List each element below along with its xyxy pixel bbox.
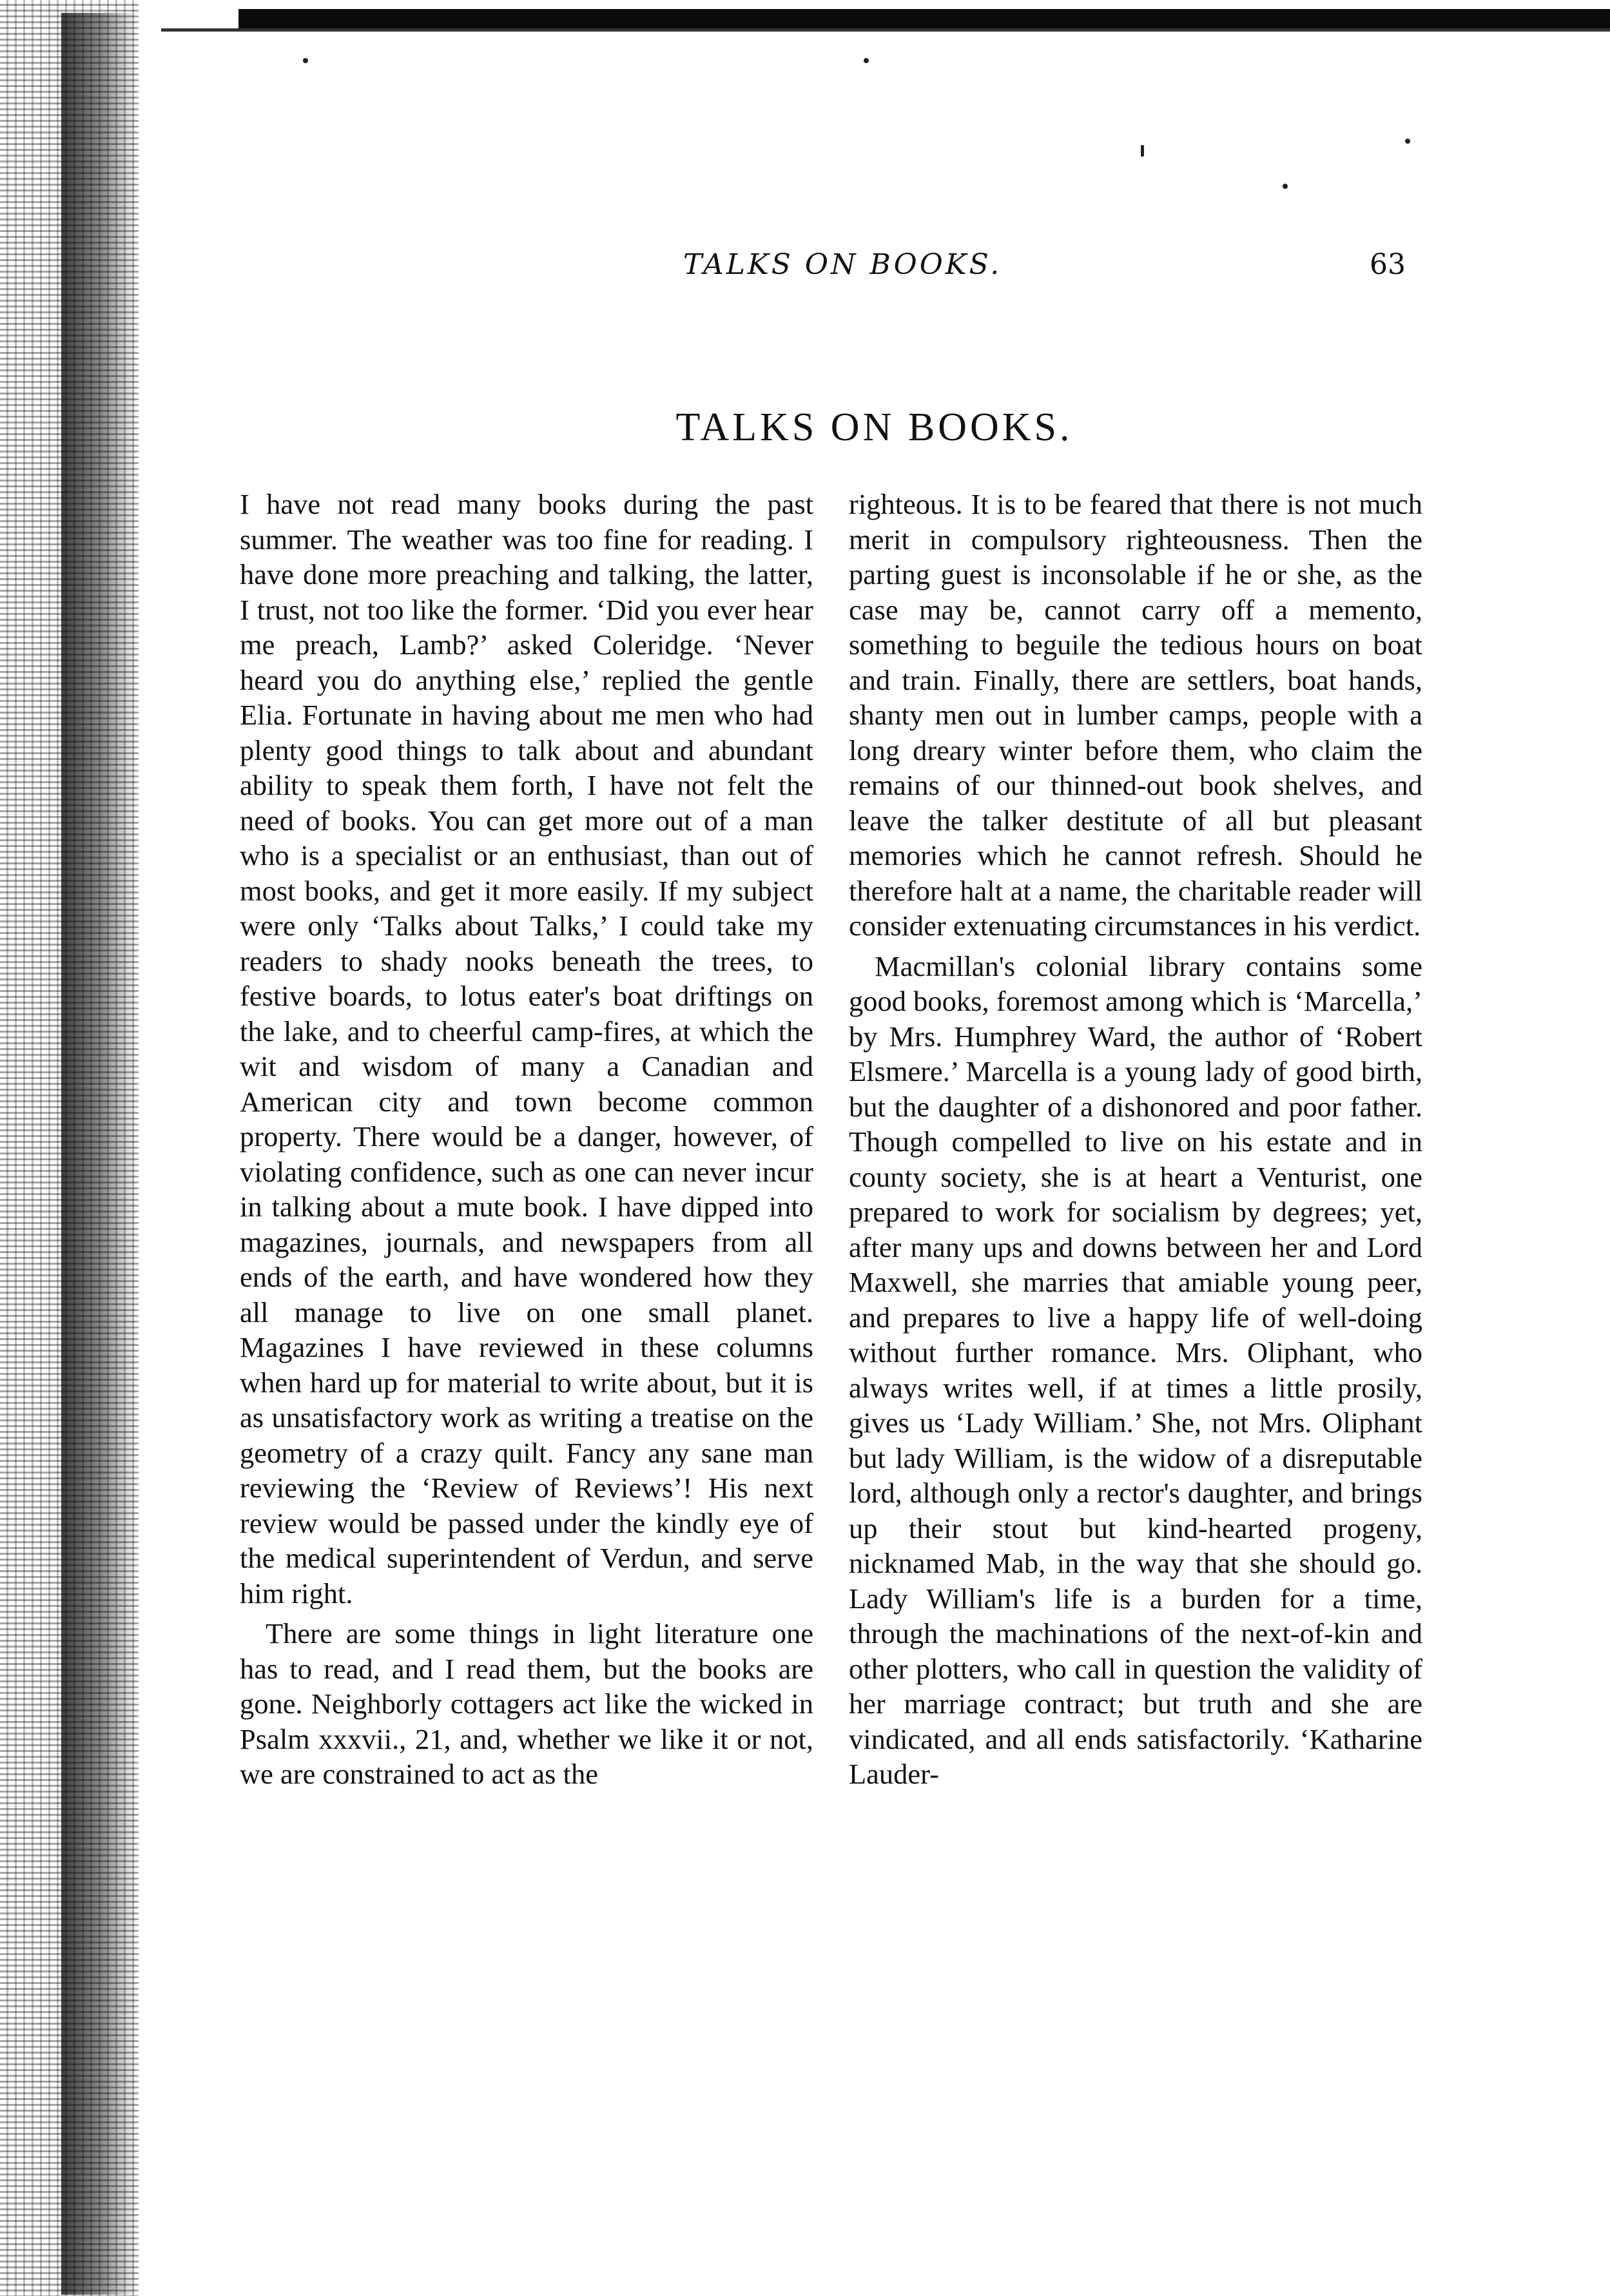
running-head: TALKS ON BOOKS.	[683, 248, 1002, 281]
paragraph: Macmillan's colonial library contains some good books, foremost among which is ‘Marcella,’ by Mrs. Humphrey Ward, the author of ‘Robert Elsmere.’ Marcella is a young lady of good birth, but the daughter of a dishonored and poor father. Though compelled to live on his estate and in county society, she is at heart a Venturist, one prepared to work for socialism by degrees; yet, after many ups and downs between her and Lord Maxwell, she marries that amiable young peer, and prepares to live a happy life of well-doing without further romance. Mrs. Oliphant, who always writes well, if at times a little prosily, gives us ‘Lady William.’ She, not Mrs. Oliphant but lady William, is the widow of a disreputable lord, although only a rector's daughter, and brings up their stout but kind-hearted progeny, nicknamed Mab, in the way that she should go. Lady William's life is a burden for a time, through the machinations of the next-of-kin and other plotters, who call in question the validity of her marriage contract; but truth and she are vindicated, and all ends satisfactorily. ‘Katharine Lauder-	[849, 949, 1422, 1790]
scan-speck	[1141, 145, 1144, 157]
scan-speck	[864, 58, 869, 63]
scan-speck	[1283, 184, 1288, 189]
right-column	[849, 487, 1422, 1792]
paragraph: There are some things in light literature one has to read, and I read them, but the books are gone. Neighborly cottagers act like the wicked in Psalm xxxvii., 21, and, whether we like it or not, we are constrained to act as the	[240, 1617, 813, 1790]
scan-edge-shadow	[61, 13, 135, 2295]
article-title: TALKS ON BOOKS.	[675, 405, 1073, 449]
paragraph: I have not read many books during the past summer. The weather was too fine for reading. I have done more preaching and talking, the latter, I trust, not too like the former. ‘Did you ever hear me preach, Lamb?’ asked Coleridge. ‘Never heard you do anything else,’ replied the gentle Elia. Fortunate in having about me men who had plenty good things to talk about and abundant ability to speak them forth, I have not felt the need of books. You can get more out of a man who is a specialist or an enthusiast, than out of most books, and get it more easily. If my subject were only ‘Talks about Talks,’ I could take my readers to shady nooks beneath the trees, to festive boards, to lotus eater's boat driftings on the lake, and to cheerful camp-fires, at which the wit and wisdom of many a Canadian and American city and town become common property. There would be a danger, however, of violating confidence, such as one can never incur in talking about a mute book. I have dipped into magazines, journals, and newspapers from all ends of the earth, and have wondered how they all manage to live on one small planet. Magazines I have reviewed in these columns when hard up for material to write about, but it is as unsatisfactory work as writing a treatise on the geometry of a crazy quilt. Fancy any sane man reviewing the ‘Review of Reviews’! His next review would be passed under the kindly eye of the medical superintendent of Verdun, and serve him right.	[240, 488, 813, 1610]
paragraph: righteous. It is to be feared that there is not much merit in compulsory righteousness. Then the parting guest is inconsolable if he or she, as the case may be, cannot carry off a memento, something to beguile the tedious hours on boat and train. Finally, there are settlers, boat hands, shanty men out in lumber camps, people with a long dreary winter before them, who claim the remains of our thinned-out book shelves, and leave the talker destitute of all but pleasant memories which he cannot refresh. Should he therefore halt at a name, the charitable reader will consider extenuating circumstances in his verdict.	[849, 488, 1422, 942]
page-number: 63	[1370, 248, 1406, 281]
scan-top-rule	[238, 9, 1610, 28]
scan-speck	[303, 58, 308, 63]
left-column	[240, 487, 813, 1792]
scan-speck	[1405, 139, 1410, 144]
scan-top-rule-thin	[161, 28, 1610, 32]
